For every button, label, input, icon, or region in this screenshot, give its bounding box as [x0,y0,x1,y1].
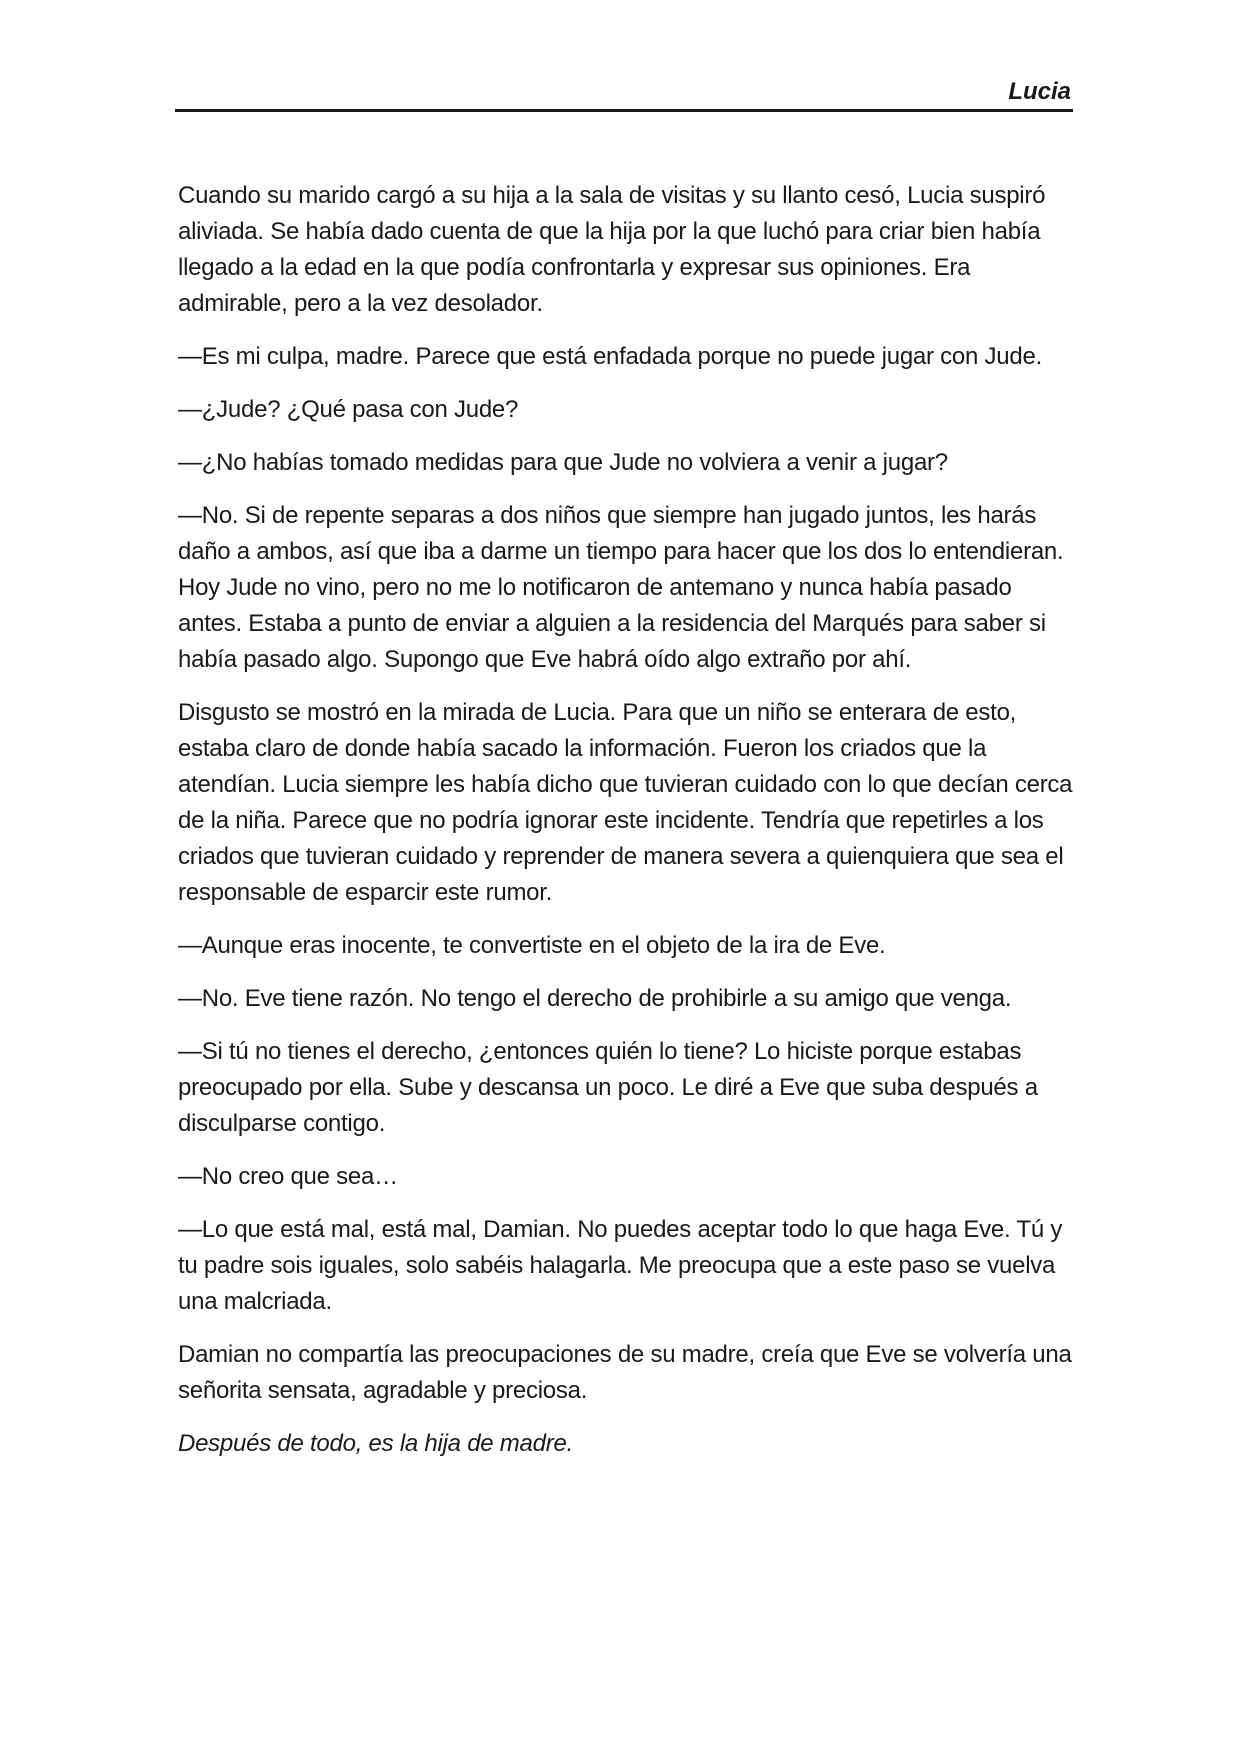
paragraph: —¿Jude? ¿Qué pasa con Jude? [178,396,519,423]
paragraph: —Lo que está mal, está mal, Damian. No puedes aceptar todo lo que haga Eve. Tú y tu padre sois iguales, solo sabéis halagarla. Me preocupa que a este paso se vuelva una malcriada. [178,1216,1063,1315]
paragraph: —No. Si de repente separas a dos niños que siempre han jugado juntos, les harás daño a ambos, así que iba a darme un tiempo para hacer que los dos lo entendieran. Hoy Jude no vino, pero no me lo notificaron de antemano y nunca había pasado antes. Estaba a punto de enviar a alguien a la residencia del Marqués para saber si había pasado algo. Supongo que Eve habrá oído algo extraño por ahí. [178,502,1064,673]
body-text [178,178,1078,1479]
paragraph: —Si tú no tienes el derecho, ¿entonces quién lo tiene? Lo hiciste porque estabas preocupado por ella. Sube y descansa un poco. Le diré a Eve que suba después a disculparse contigo. [178,1038,1038,1137]
paragraph: Damian no compartía las preocupaciones de su madre, creía que Eve se volvería una señorita sensata, agradable y preciosa. [178,1341,1072,1404]
page-header [175,78,1073,112]
closing-italic-paragraph: Después de todo, es la hija de madre. [178,1430,573,1457]
paragraph: —¿No habías tomado medidas para que Jude no volviera a venir a jugar? [178,449,948,476]
paragraph: —No creo que sea… [178,1163,398,1190]
paragraph: Disgusto se mostró en la mirada de Lucia. Para que un niño se enterara de esto, estaba claro de donde había sacado la información. Fueron los criados que la atendían. Lucia siempre les había dicho que tuvieran cuidado con lo que decían cerca de la niña. Parece que no podría ignorar este incidente. Tendría que repetirles a los criados que tuvieran cuidado y reprender de manera severa a quienquiera que sea el responsable de esparcir este rumor. [178,699,1073,906]
header-rule [175,109,1073,112]
running-header-title: Lucia [1008,78,1071,105]
paragraph: —Aunque eras inocente, te convertiste en el objeto de la ira de Eve. [178,932,886,959]
paragraph: Cuando su marido cargó a su hija a la sala de visitas y su llanto cesó, Lucia suspiró aliviada. Se había dado cuenta de que la hija por la que luchó para criar bien había llegado a la edad en la que podía confrontarla y expresar sus opiniones. Era admirable, pero a la vez desolador. [178,182,1046,317]
paragraph: —Es mi culpa, madre. Parece que está enfadada porque no puede jugar con Jude. [178,343,1042,370]
paragraph: —No. Eve tiene razón. No tengo el derecho de prohibirle a su amigo que venga. [178,985,1012,1012]
